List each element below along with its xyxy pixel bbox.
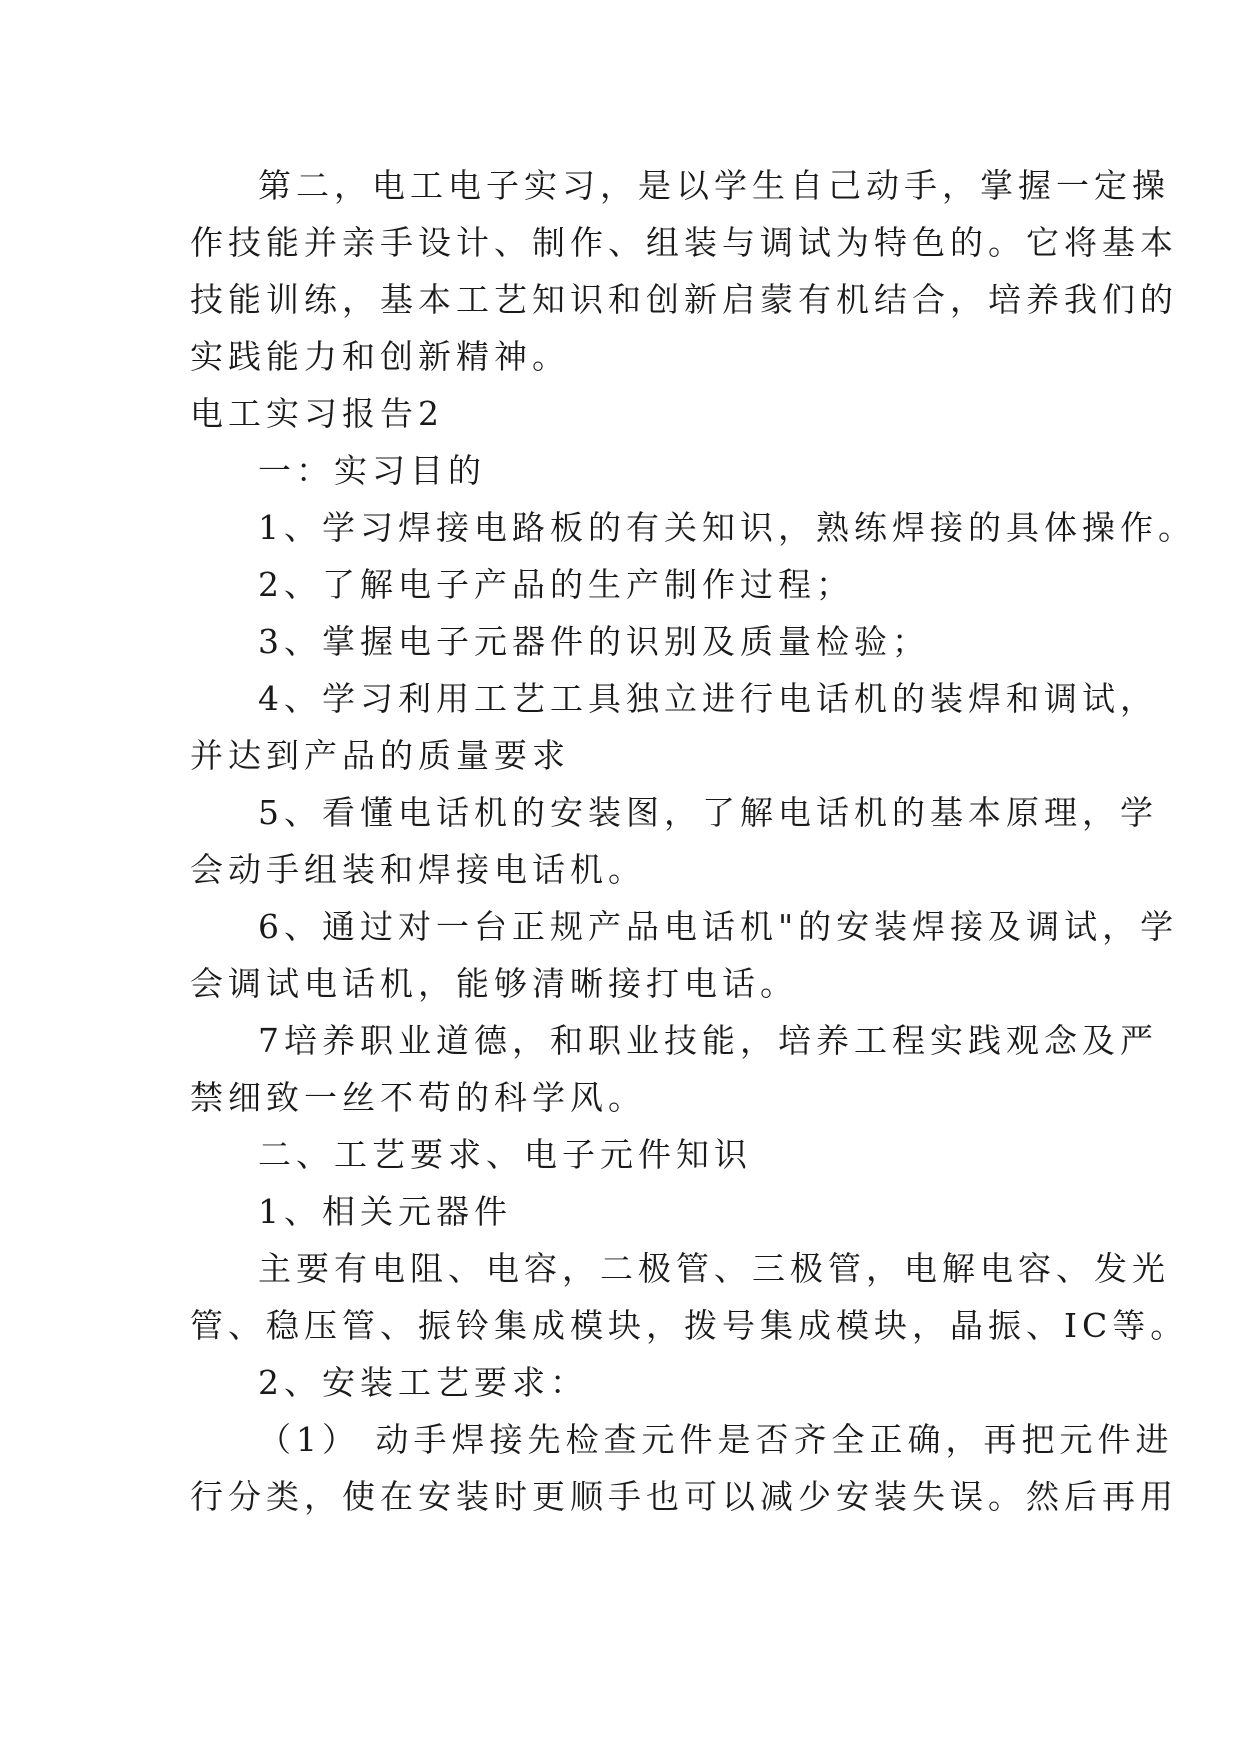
- list-item-continuation: 行分类，使在安装时更顺手也可以减少安装失误。然后再用: [190, 1477, 1178, 1516]
- list-item: 4、学习利用工艺工具独立进行电话机的装焊和调试，: [258, 679, 1158, 718]
- list-item: 5、看懂电话机的安装图，了解电话机的基本原理，学: [258, 793, 1158, 832]
- list-item-continuation: 会调试电话机，能够清晰接打电话。: [190, 964, 798, 1003]
- list-item: 1、学习焊接电路板的有关知识，熟练焊接的具体操作。: [258, 508, 1196, 547]
- list-item-continuation: 并达到产品的质量要求: [190, 736, 570, 775]
- list-item: 2、了解电子产品的生产制作过程；: [258, 565, 854, 604]
- paragraph-line: 作技能并亲手设计、制作、组装与调试为特色的。它将基本: [190, 223, 1178, 262]
- paragraph-line: 第二，电工电子实习，是以学生自己动手，掌握一定操: [258, 166, 1170, 205]
- list-item-continuation: 禁细致一丝不苟的科学风。: [190, 1078, 646, 1117]
- list-item: 1、相关元器件: [258, 1192, 512, 1231]
- paragraph-line: 技能训练，基本工艺知识和创新启蒙有机结合，培养我们的: [190, 280, 1178, 319]
- paragraph-line: 实践能力和创新精神。: [190, 337, 570, 376]
- heading-line: 一：实习目的: [258, 451, 486, 490]
- list-item: 2、安装工艺要求：: [258, 1363, 588, 1402]
- section-title: 电工实习报告2: [190, 394, 444, 433]
- paragraph-line: 管、稳压管、振铃集成模块，拨号集成模块，晶振、IC等。: [190, 1306, 1189, 1345]
- list-item: 3、掌握电子元器件的识别及质量检验；: [258, 622, 930, 661]
- list-item-continuation: 会动手组装和焊接电话机。: [190, 850, 646, 889]
- list-item: （1） 动手焊接先检查元件是否齐全正确，再把元件进: [258, 1420, 1174, 1459]
- list-item: 7培养职业道德，和职业技能，培养工程实践观念及严: [258, 1021, 1158, 1060]
- list-item: 6、通过对一台正规产品电话机"的安装焊接及调试，学: [258, 907, 1179, 946]
- heading-line: 二、工艺要求、电子元件知识: [258, 1135, 752, 1174]
- paragraph-line: 主要有电阻、电容，二极管、三极管，电解电容、发光: [258, 1249, 1170, 1288]
